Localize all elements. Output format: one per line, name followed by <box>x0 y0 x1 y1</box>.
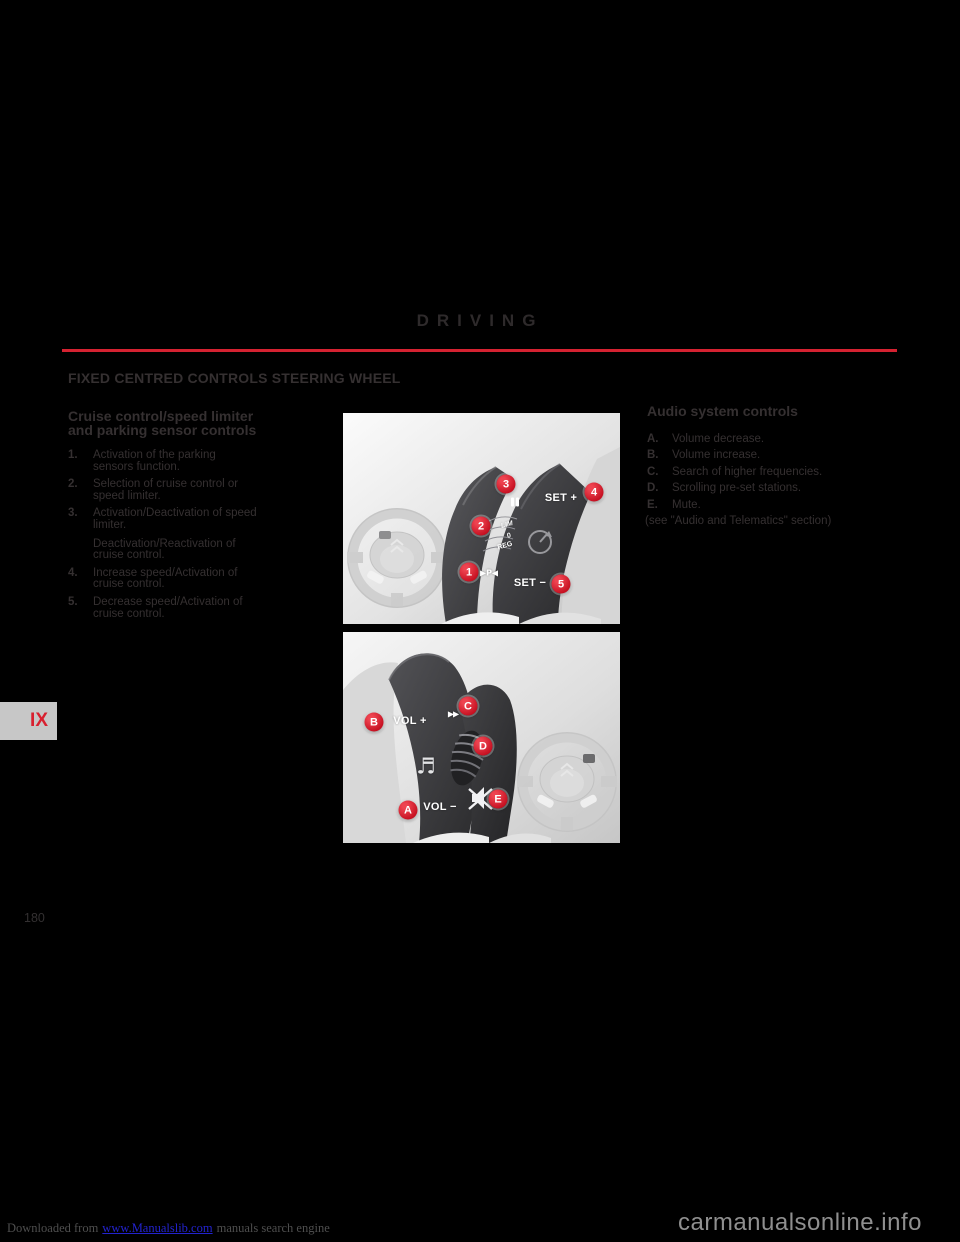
item-text: Deactivation/Reactivation of <box>93 537 236 550</box>
set-minus-label: SET − <box>513 577 547 589</box>
cruise-list <box>68 450 336 620</box>
item-text: Volume increase. <box>672 449 761 461</box>
callout-2: 2 <box>472 517 491 536</box>
item-text: Search of higher frequencies. <box>672 465 823 478</box>
item-text: cruise control. <box>93 607 165 620</box>
callout-A: A <box>399 801 418 820</box>
callout-E: E <box>489 790 508 809</box>
item-number: 4. <box>68 566 78 579</box>
list-item <box>647 449 909 461</box>
item-text: sensors function. <box>93 460 180 473</box>
parking-sensor-label: ▶P◀ <box>479 568 499 578</box>
item-number: 1. <box>68 449 78 461</box>
figure-cruise-stalk <box>343 413 620 624</box>
list-item <box>68 597 336 620</box>
item-text: Activation of the parking <box>93 449 216 461</box>
item-text: Increase speed/Activation of <box>93 566 238 579</box>
item-number: 2. <box>68 478 78 491</box>
cruise-control-column <box>68 410 336 626</box>
manualslib-link[interactable]: www.Manualslib.com <box>102 1221 213 1235</box>
item-text: cruise control. <box>93 578 165 591</box>
vol-plus-label: VOL + <box>393 715 427 727</box>
item-text: Selection of cruise control or <box>93 478 239 491</box>
callout-D: D <box>474 737 493 756</box>
callout-1: 1 <box>460 563 479 582</box>
item-text: Activation/Deactivation of speed <box>93 507 257 520</box>
list-item <box>647 499 909 511</box>
vol-minus-label: VOL − <box>423 801 457 813</box>
chapter-tab-label: IX <box>30 710 48 731</box>
item-text: cruise control. <box>93 549 165 562</box>
figure-audio-stalk <box>343 632 620 843</box>
zero-label: 0 <box>506 532 512 540</box>
header-divider <box>62 349 897 352</box>
list-item <box>647 466 909 478</box>
callout-3: 3 <box>497 475 516 494</box>
fast-forward-icon: ▶▶ <box>447 709 459 719</box>
callout-C: C <box>459 697 478 716</box>
list-item <box>68 508 336 561</box>
page-number: 180 <box>24 911 45 925</box>
item-text: Mute. <box>672 498 701 511</box>
chapter-header: DRIVING <box>416 311 544 330</box>
cruise-heading-line1: Cruise control/speed limiter <box>68 408 254 424</box>
pause-icon <box>511 498 519 507</box>
item-letter: C. <box>647 465 659 478</box>
item-text: Volume decrease. <box>672 432 765 445</box>
music-note-icon: ♬ <box>416 754 436 780</box>
list-item <box>68 450 336 473</box>
item-letter: A. <box>647 432 659 445</box>
list-item <box>68 479 336 502</box>
reg-label: REG <box>496 540 514 552</box>
chapter-tab <box>0 702 57 740</box>
cruise-heading <box>68 410 336 437</box>
item-number: 3. <box>68 507 78 520</box>
cruise-heading-line2: and parking sensor controls <box>68 421 257 438</box>
callout-5: 5 <box>552 575 571 594</box>
item-text: Scrolling pre-set stations. <box>672 482 802 494</box>
list-item <box>647 433 909 445</box>
item-letter: E. <box>647 498 658 511</box>
audio-controls-column <box>647 405 909 527</box>
list-item <box>647 482 909 494</box>
item-text: speed limiter. <box>93 489 161 502</box>
list-item <box>68 568 336 591</box>
item-letter: D. <box>647 482 659 494</box>
item-text: limiter. <box>93 518 127 531</box>
footer-prefix: Downloaded from <box>7 1221 99 1235</box>
lim-label: LIM <box>500 520 514 530</box>
set-plus-label: SET + <box>544 492 578 504</box>
callout-4: 4 <box>585 483 604 502</box>
item-letter: B. <box>647 449 659 461</box>
footer-suffix: manuals search engine <box>216 1221 330 1235</box>
manualslib-footer <box>7 1221 330 1236</box>
item-number: 5. <box>68 595 78 608</box>
callout-B: B <box>365 713 384 732</box>
item-text: Decrease speed/Activation of <box>93 595 243 608</box>
page-title: FIXED CENTRED CONTROLS STEERING WHEEL <box>68 370 401 386</box>
audio-heading: Audio system controls <box>647 403 798 419</box>
audio-list <box>647 433 909 511</box>
audio-note: (see "Audio and Telematics" section) <box>645 515 832 527</box>
watermark: carmanualsonline.info <box>678 1209 922 1236</box>
